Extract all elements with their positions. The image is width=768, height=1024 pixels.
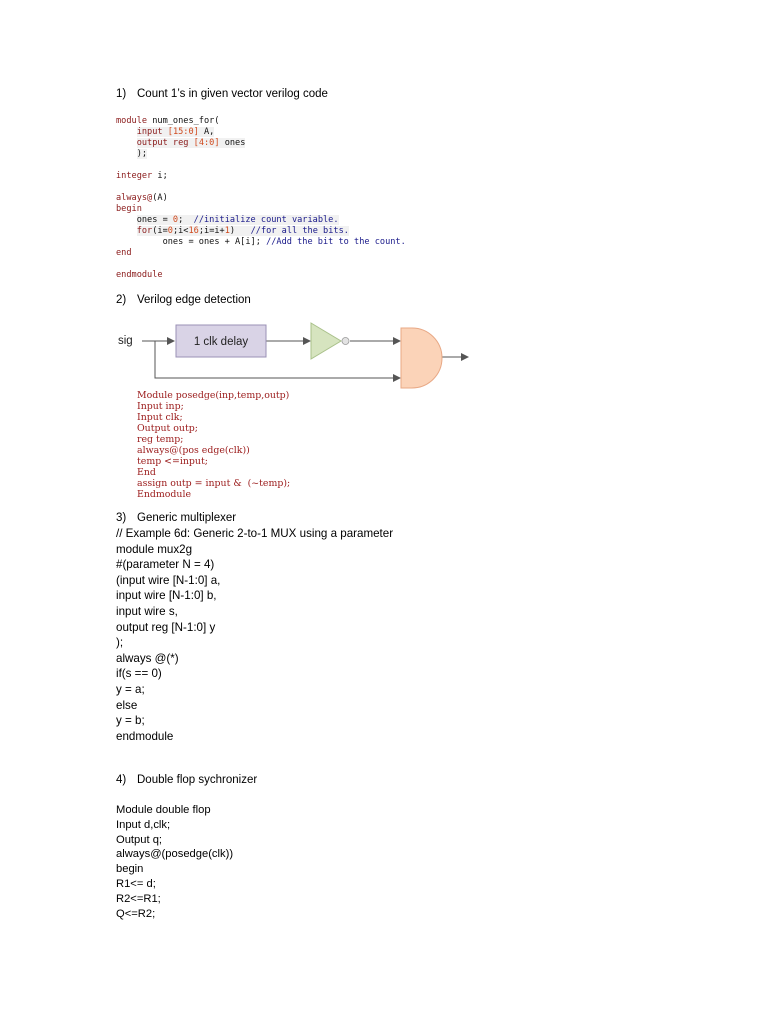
code-line: Input d,clk; (116, 818, 171, 831)
inverter-gate (311, 323, 341, 359)
code-identifier: ;i< (172, 226, 189, 236)
code-identifier: i; (152, 171, 168, 181)
code-line: R2<=R1; (116, 892, 161, 905)
code-line: always@(posedge(clk)) (116, 848, 234, 861)
code-number: 1 (224, 226, 230, 236)
code-line: Q<=R2; (116, 907, 156, 920)
code-keyword: input (136, 127, 163, 137)
code-line: ); (116, 636, 124, 650)
section-number: 4) (116, 774, 127, 786)
code-comment: //Add the bit to the count. (260, 237, 406, 247)
code-line: always@(pos edge(clk)) (137, 445, 250, 456)
code-line: Output q; (116, 833, 163, 846)
code-line: Output outp; (137, 423, 198, 434)
mux-code (116, 526, 393, 744)
delay-label: 1 clk delay (193, 336, 249, 348)
section-3-heading (116, 512, 236, 524)
section-number: 1) (116, 88, 127, 100)
code-line: output reg [N-1:0] y (116, 620, 216, 634)
code-identifier: (i= (152, 226, 168, 236)
code-line: End (137, 467, 156, 478)
code-keyword: endmodule (116, 270, 163, 280)
code-line: input wire [N-1:0] b, (116, 589, 217, 603)
section-number: 3) (116, 512, 127, 524)
code-number: 0 (172, 215, 179, 225)
code-keyword: for (136, 226, 153, 236)
posedge-code (137, 390, 290, 500)
code-paren: ); (136, 149, 148, 159)
code-line: endmodule (116, 729, 174, 743)
code-identifier: ones = (136, 215, 173, 225)
code-keyword: always@ (116, 193, 153, 203)
code-range: [4:0] (193, 138, 220, 148)
code-line: temp <=input; (137, 456, 208, 467)
code-line: always @(*) (116, 651, 179, 665)
code-identifier: (A) (152, 193, 168, 203)
and-gate (401, 328, 442, 388)
double-flop-code (116, 803, 233, 921)
code-identifier: ones (219, 138, 246, 148)
code-line: Input clk; (137, 412, 183, 423)
section-4-heading (116, 774, 257, 786)
code-identifier: ;i=i+ (198, 226, 225, 236)
code-comment: //initialize count variable. (183, 215, 339, 225)
code-keyword: begin (116, 204, 142, 214)
code-keyword: output reg (136, 138, 189, 148)
code-line: Module posedge(inp,temp,outp) (137, 390, 290, 401)
code-line: begin (116, 863, 144, 876)
code-keyword: module (116, 116, 148, 126)
code-identifier: ) (229, 226, 236, 236)
code-line: y = b; (116, 714, 145, 728)
section-number: 2) (116, 294, 127, 306)
section-title: Double flop sychronizer (137, 774, 258, 786)
section-title: Generic multiplexer (137, 512, 237, 524)
code-line: assign outp = input & (~temp); (137, 478, 291, 489)
edge-detection-diagram (0, 0, 768, 400)
code-identifier: A, (198, 127, 215, 137)
code-line: if(s == 0) (116, 667, 162, 681)
code-range: [15:0] (167, 127, 199, 137)
code-line: Module double flop (116, 804, 211, 816)
code-keyword: integer (116, 171, 153, 181)
code-semicolon: ; (178, 215, 184, 225)
code-number: 0 (167, 226, 173, 236)
code-identifier: num_ones_for( (147, 116, 220, 126)
section-title: Count 1’s in given vector verilog code (137, 88, 328, 100)
code-line: Input inp; (137, 401, 184, 412)
sig-input-label: sig (118, 335, 133, 347)
code-line: reg temp; (137, 434, 184, 445)
code-line: (input wire [N-1:0] a, (116, 573, 221, 587)
code-identifier: ones = ones + A[i]; (162, 237, 261, 247)
inverter-bubble (342, 338, 349, 345)
code-line: y = a; (116, 682, 145, 696)
code-line: // Example 6d: Generic 2-to-1 MUX using a parameter (116, 527, 394, 540)
code-line: else (116, 698, 138, 712)
code-line: #(parameter N = 4) (116, 558, 215, 572)
section-title: Verilog edge detection (137, 294, 251, 306)
code-line: Endmodule (137, 489, 192, 500)
code-line: input wire s, (116, 604, 178, 618)
code-number: 16 (188, 226, 199, 236)
code-keyword: end (116, 248, 132, 258)
code-line: R1<= d; (116, 877, 156, 890)
code-line: module mux2g (116, 542, 193, 556)
code-comment: //for all the bits. (235, 226, 349, 236)
